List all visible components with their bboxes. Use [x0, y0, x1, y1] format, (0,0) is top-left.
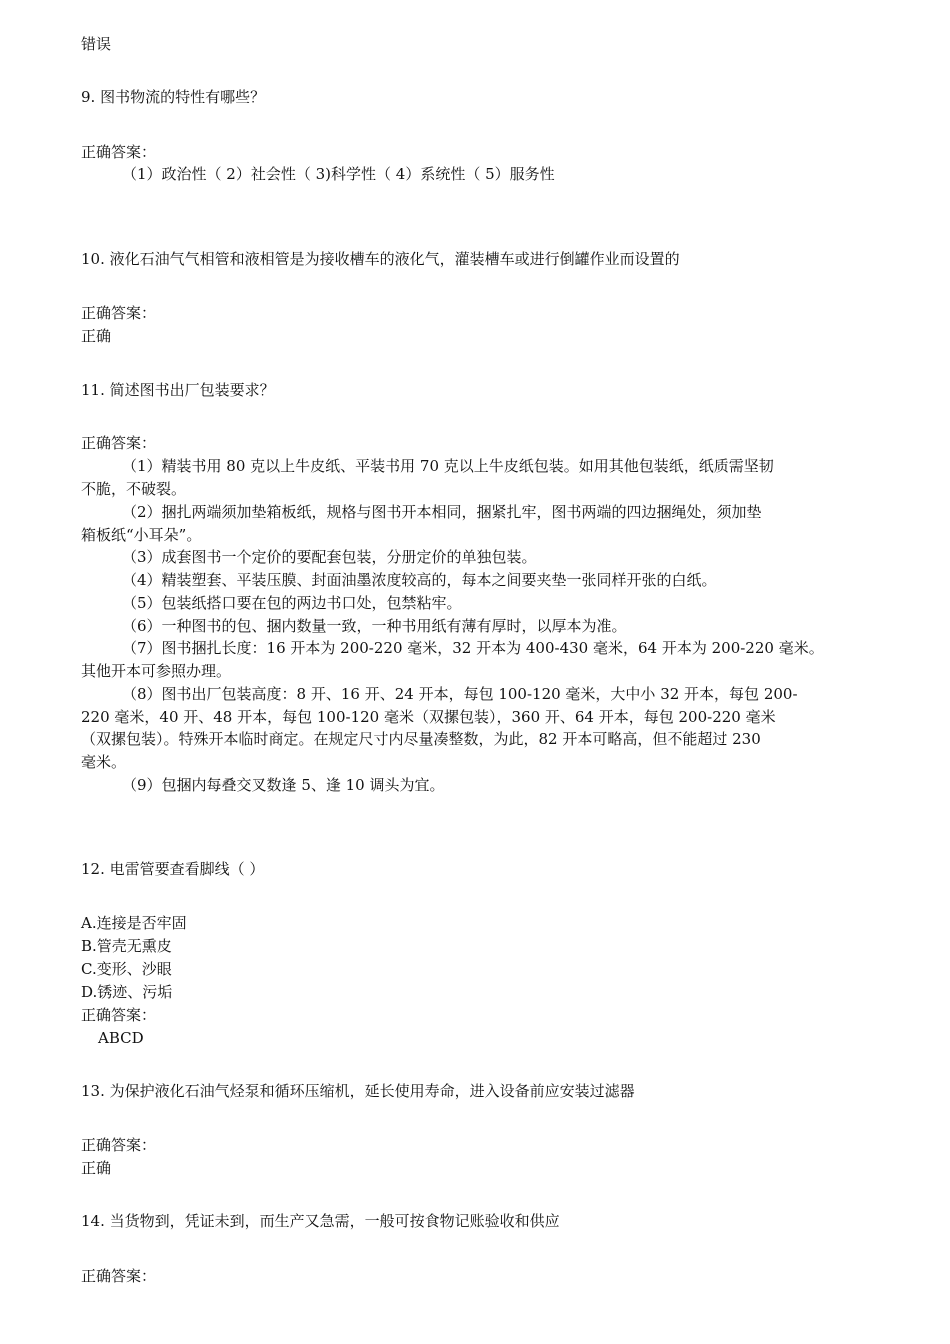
answer-11-line: （6）一种图书的包、捆内数量一致，一种书用纸有薄有厚时，以厚本为准。: [122, 617, 627, 635]
answer-11-line: （3）成套图书一个定价的要配套包装，分册定价的单独包装。: [122, 548, 537, 566]
answer-11-line: （8）图书出厂包装高度：8 开、16 开、24 开本，每包 100-120 毫米，大中小 32 开本，每包 200-: [122, 685, 798, 703]
answer-13: 正确: [81, 1159, 112, 1177]
answer-11-line: （1）精装书用 80 克以上牛皮纸、平装书用 70 克以上牛皮纸包装。如用其他包装纸，纸质需坚韧: [122, 457, 774, 475]
answer-11-line: 220 毫米，40 开、48 开本，每包 100-120 毫米（双摞包装），360 开、64 开本，每包 200-220 毫米: [81, 708, 776, 726]
option-a: A.连接是否牢固: [81, 914, 187, 932]
answer-label-11: 正确答案：: [81, 434, 157, 452]
answer-10: 正确: [81, 327, 112, 345]
previous-answer: 错误: [81, 35, 112, 53]
answer-11-line: 其他开本可参照办理。: [81, 662, 232, 680]
option-b: B.管壳无熏皮: [81, 937, 172, 955]
answer-label-14: 正确答案：: [81, 1267, 157, 1285]
question-14: 14. 当货物到，凭证未到，而生产又急需，一般可按食物记账验收和供应: [81, 1212, 560, 1230]
question-12: 12. 电雷管要查看脚线（ ）: [81, 860, 265, 878]
answer-11-line: （5）包装纸搭口要在包的两边书口处，包禁粘牢。: [122, 594, 462, 612]
question-10: 10. 液化石油气气相管和液相管是为接收槽车的液化气，灌装槽车或进行倒罐作业而设置的: [81, 250, 680, 268]
answer-11-line: （7）图书捆扎长度：16 开本为 200-220 毫米，32 开本为 400-430 毫米，64 开本为 200-220 毫米。: [122, 639, 824, 657]
answer-11-line: 箱板纸“小耳朵”。: [81, 526, 202, 544]
question-13: 13. 为保护液化石油气烃泵和循环压缩机，延长使用寿命，进入设备前应安装过滤器: [81, 1082, 635, 1100]
option-c: C.变形、沙眼: [81, 960, 172, 978]
option-d: D.锈迹、污垢: [81, 983, 173, 1001]
answer-12: ABCD: [98, 1029, 144, 1047]
answer-label-10: 正确答案：: [81, 304, 157, 322]
answer-label-12: 正确答案：: [81, 1006, 157, 1024]
answer-11-line: （9）包捆内每叠交叉数逢 5、逢 10 调头为宜。: [122, 776, 445, 794]
answer-11-line: （双摞包装）。特殊开本临时商定。在规定尺寸内尽量凑整数，为此，82 开本可略高，但不能超过 230: [81, 730, 761, 748]
answer-label-13: 正确答案：: [81, 1136, 157, 1154]
answer-label-9: 正确答案：: [81, 143, 157, 161]
answer-11-line: 毫米。: [81, 753, 127, 771]
answer-11-line: 不脆，不破裂。: [81, 480, 187, 498]
answer-11-line: （4）精装塑套、平装压膜、封面油墨浓度较高的，每本之间要夹垫一张同样开张的白纸。: [122, 571, 717, 589]
question-9: 9. 图书物流的特性有哪些？: [81, 88, 266, 106]
question-11: 11. 简述图书出厂包装要求？: [81, 381, 275, 399]
answer-11-line: （2）捆扎两端须加垫箱板纸，规格与图书开本相同，捆紧扎牢，图书两端的四边捆绳处，须加垫: [122, 503, 762, 521]
answer-9: （1）政治性（ 2）社会性（ 3)科学性（ 4）系统性（ 5）服务性: [122, 165, 555, 183]
